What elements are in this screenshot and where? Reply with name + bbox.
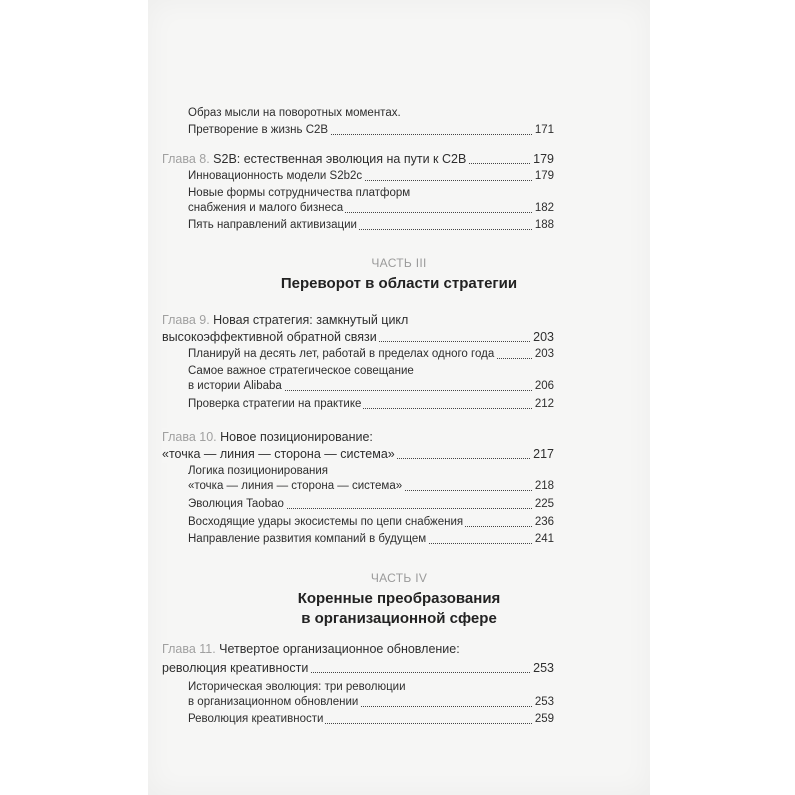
toc-entry-title: Проверка стратегии на практике bbox=[188, 395, 363, 413]
toc-page-number: 171 bbox=[533, 121, 554, 139]
toc-entry-title: Направление развития компаний в будущем bbox=[188, 530, 428, 548]
toc-page-number: 241 bbox=[533, 530, 554, 548]
toc-page-number: 225 bbox=[533, 495, 554, 513]
toc-entry bbox=[188, 345, 554, 363]
toc-entry bbox=[188, 477, 554, 495]
part-label: ЧАСТЬ III bbox=[371, 256, 427, 270]
toc-entry-title: Историческая эволюция: три революции bbox=[188, 678, 408, 696]
toc-entry-title: в истории Alibaba bbox=[188, 377, 284, 395]
chapter-title: Новое позиционирование: bbox=[220, 430, 373, 444]
toc-chapter bbox=[162, 445, 554, 463]
toc-page-number: 218 bbox=[533, 477, 554, 495]
chapter-title: S2B: естественная эволюция на пути к С2В bbox=[213, 152, 467, 166]
toc-entry bbox=[188, 530, 554, 548]
chapter-title: Новая стратегия: замкнутый цикл bbox=[213, 313, 409, 327]
toc-page-number: 182 bbox=[533, 199, 554, 217]
toc-entry bbox=[188, 693, 554, 711]
toc-page-number: 212 bbox=[533, 395, 554, 413]
toc-entry bbox=[188, 121, 554, 139]
toc-entry-title: снабжения и малого бизнеса bbox=[188, 199, 345, 217]
chapter-title: революция креативности bbox=[162, 661, 309, 675]
toc-entry-title: Новые формы сотрудничества платформ bbox=[188, 184, 412, 202]
toc-entry bbox=[188, 513, 554, 531]
toc-entry-title: Претворение в жизнь С2В bbox=[188, 121, 330, 139]
chapter-title: «точка — линия — сторона — система» bbox=[162, 447, 395, 461]
toc-page-number: 203 bbox=[533, 330, 554, 344]
toc-entry-title: Революция креативности bbox=[188, 710, 325, 728]
toc-page-number: 236 bbox=[533, 513, 554, 531]
toc-chapter bbox=[162, 640, 554, 658]
toc-page-number: 253 bbox=[533, 693, 554, 711]
toc-entry-title: Планируй на десять лет, работай в пределах одного года bbox=[188, 345, 496, 363]
toc-page-number: 203 bbox=[533, 345, 554, 363]
toc-entry bbox=[188, 710, 554, 728]
toc-entry bbox=[188, 377, 554, 395]
toc-chapter bbox=[162, 328, 554, 346]
toc-entry-title: «точка — линия — сторона — система» bbox=[188, 477, 404, 495]
toc-entry bbox=[188, 199, 554, 217]
toc-page-number: 217 bbox=[533, 447, 554, 461]
toc-entry-title: Самое важное стратегическое совещание bbox=[188, 362, 416, 380]
chapter-label: Глава 8. bbox=[162, 152, 210, 166]
part-title: Переворот в области стратегии bbox=[280, 275, 518, 292]
chapter-title: Четвертое организационное обновление: bbox=[219, 642, 460, 656]
toc-entry-title: Пять направлений активизации bbox=[188, 216, 359, 234]
toc-entry-title: Образ мысли на поворотных моментах. bbox=[188, 104, 403, 122]
toc-entry-title: Эволюция Taobao bbox=[188, 495, 286, 513]
chapter-label: Глава 10. bbox=[162, 430, 217, 444]
chapter-label: Глава 11. bbox=[162, 642, 216, 656]
toc-entry-title: Инновационность модели S2b2c bbox=[188, 167, 364, 185]
toc-entry bbox=[188, 104, 554, 122]
toc-entry-title: Восходящие удары экосистемы по цепи снабжения bbox=[188, 513, 465, 531]
toc-page-number: 253 bbox=[533, 661, 554, 675]
chapter-title: высокоэффективной обратной связи bbox=[162, 330, 377, 344]
toc-chapter bbox=[162, 659, 554, 677]
chapter-label: Глава 9. bbox=[162, 313, 210, 327]
toc-chapter bbox=[162, 150, 554, 168]
part-label: ЧАСТЬ IV bbox=[370, 571, 428, 585]
toc-entry bbox=[188, 495, 554, 513]
toc-chapter bbox=[162, 428, 554, 446]
toc-entry-title: в организационном обновлении bbox=[188, 693, 360, 711]
toc-page-number: 188 bbox=[533, 216, 554, 234]
toc-chapter bbox=[162, 311, 554, 329]
part-title: Коренные преобразования bbox=[297, 590, 501, 607]
toc-page-number: 179 bbox=[533, 152, 554, 166]
toc-page-number: 179 bbox=[533, 167, 554, 185]
toc-page-number: 206 bbox=[533, 377, 554, 395]
toc-entry bbox=[188, 216, 554, 234]
toc-page-number: 259 bbox=[533, 710, 554, 728]
toc-entry bbox=[188, 395, 554, 413]
toc-entry-title: Логика позиционирования bbox=[188, 462, 330, 480]
toc-entry bbox=[188, 167, 554, 185]
part-title: в организационной сфере bbox=[301, 610, 497, 627]
